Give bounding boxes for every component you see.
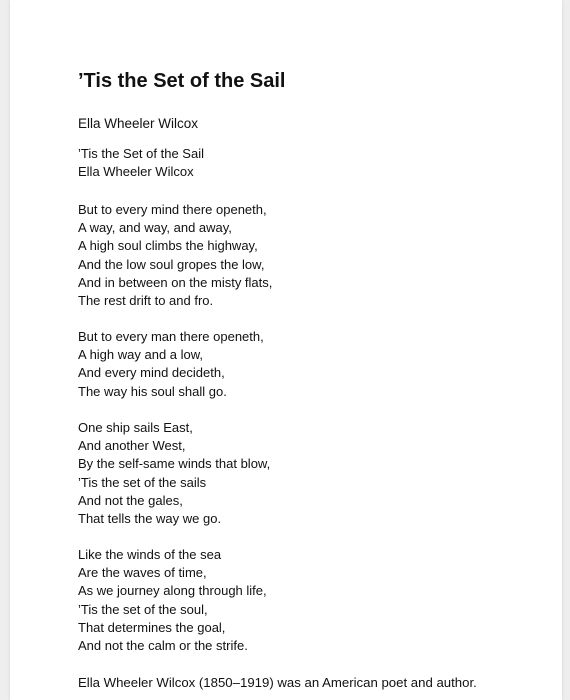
poem-line: But to every man there openeth, bbox=[78, 329, 264, 344]
stanza-1 bbox=[78, 201, 272, 310]
document-page bbox=[10, 0, 562, 700]
stanza-4 bbox=[78, 546, 267, 655]
poem-line: And every mind decideth, bbox=[78, 365, 225, 381]
poem-line: ’Tis the set of the soul, bbox=[78, 601, 208, 617]
poem-line: That determines the goal, bbox=[78, 619, 226, 635]
heading-line: ’Tis the Set of the Sail bbox=[78, 146, 204, 161]
poem-line: That tells the way we go. bbox=[78, 511, 222, 527]
stanza-3 bbox=[78, 419, 270, 528]
poem-line: And another West, bbox=[78, 438, 186, 454]
poem-heading bbox=[78, 145, 204, 181]
poem-line: And the low soul gropes the low, bbox=[78, 256, 265, 272]
poem-line: The way his soul shall go. bbox=[78, 383, 227, 399]
poem-line: And in between on the misty flats, bbox=[78, 274, 273, 290]
poem-line: Like the winds of the sea bbox=[78, 547, 222, 562]
poem-line: Are the waves of time, bbox=[78, 565, 207, 581]
poem-line: ’Tis the set of the sails bbox=[78, 474, 207, 490]
poem-line: As we journey along through life, bbox=[78, 583, 267, 599]
poem-line: The rest drift to and fro. bbox=[78, 293, 214, 309]
poem-line: But to every mind there openeth, bbox=[78, 202, 267, 217]
poem-line: One ship sails East, bbox=[78, 420, 193, 435]
poem-line: And not the calm or the strife. bbox=[78, 638, 248, 654]
document-author: Ella Wheeler Wilcox bbox=[78, 116, 199, 131]
stanza-2 bbox=[78, 328, 264, 401]
document-title: ’Tis the Set of the Sail bbox=[78, 70, 286, 92]
poem-line: A high soul climbs the highway, bbox=[78, 238, 258, 254]
poem-line: By the self-same winds that blow, bbox=[78, 456, 271, 472]
poem-line: A high way and a low, bbox=[78, 347, 204, 363]
poem-line: And not the gales, bbox=[78, 492, 183, 508]
author-bio: Ella Wheeler Wilcox (1850–1919) was an American poet and author. bbox=[78, 675, 477, 690]
poem-line: A way, and way, and away, bbox=[78, 220, 232, 236]
heading-line: Ella Wheeler Wilcox bbox=[78, 164, 194, 180]
